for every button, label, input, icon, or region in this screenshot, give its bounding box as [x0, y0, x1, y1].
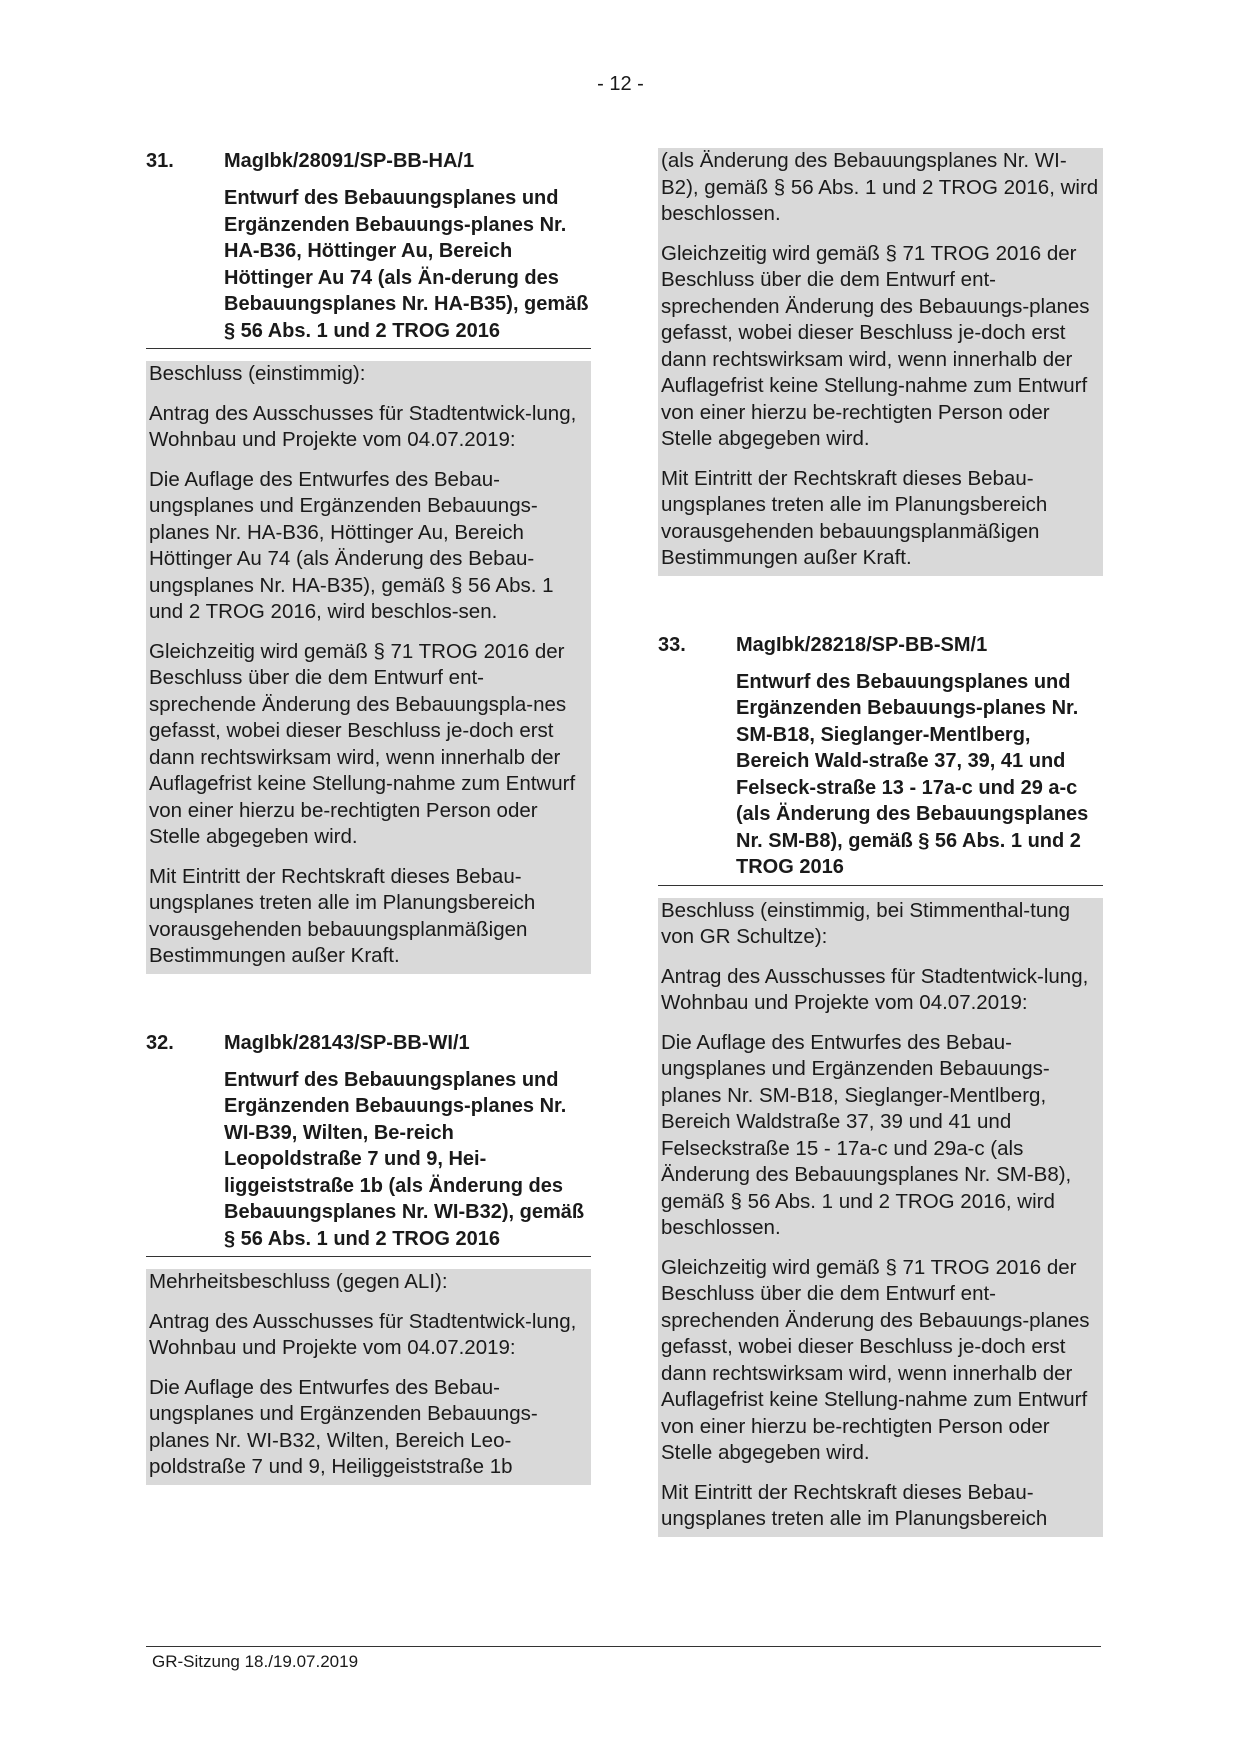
item-number: 33. — [658, 633, 686, 656]
divider — [658, 885, 1103, 886]
motion-text: Antrag des Ausschusses für Stadtentwick-lung, Wohnbau und Projekte vom 04.07.2019: — [661, 964, 1089, 1014]
resolution-paragraph: Gleichzeitig wird gemäß § 71 TROG 2016 der Beschluss über die dem Entwurf ent-sprechende Änderung des Bebauungspla-nes gefasst, wobei dieser Beschluss je-doch erst dann rechtswirksam wird, wenn innerhalb der Auflagefrist keine Stellung-nahme zum Entwurf von einer hierzu be-rechtigten Person oder Stelle abgegeben wird. — [149, 639, 576, 848]
motion-text: Antrag des Ausschusses für Stadtentwick-lung, Wohnbau und Projekte vom 04.07.2019: — [149, 401, 577, 451]
agenda-item-32 — [146, 1030, 591, 1485]
resolution-paragraph: Die Auflage des Entwurfes des Bebau-ungsplanes und Ergänzenden Bebauungs-planes Nr. WI-B32, Wilten, Bereich Leo-poldstraße 7 und 9, Heiliggeiststraße 1b — [149, 1375, 538, 1478]
left-column — [146, 148, 591, 1485]
item-reference: MagIbk/28218/SP-BB-SM/1 — [736, 633, 988, 656]
resolution-paragraph: Mit Eintritt der Rechtskraft dieses Bebau-ungsplanes treten alle im Planungsbereich vorausgehenden bebauungsplanmäßigen Bestimmungen außer Kraft. — [149, 864, 536, 967]
resolution-paragraph: Die Auflage des Entwurfes des Bebau-ungsplanes und Ergänzenden Bebauungs-planes Nr. SM-B18, Sieglanger-Mentlberg, Bereich Waldstraße 37, 39 und 41 und Felseckstraße 15 - 17a-c und 29a-c (als Änderung des Bebauungsplanes Nr. SM-B8), gemäß § 56 Abs. 1 und 2 TROG 2016, wird beschlossen. — [661, 1030, 1072, 1239]
resolution-box — [146, 361, 591, 974]
item-heading — [146, 1030, 591, 1253]
motion-text: Antrag des Ausschusses für Stadtentwick-lung, Wohnbau und Projekte vom 04.07.2019: — [149, 1309, 577, 1359]
item-heading — [146, 148, 591, 344]
right-column — [658, 148, 1103, 1537]
agenda-item-31 — [146, 148, 591, 974]
resolution-paragraph: (als Änderung des Bebauungsplanes Nr. WI-B2), gemäß § 56 Abs. 1 und 2 TROG 2016, wird beschlossen. — [661, 149, 1099, 225]
item-number: 32. — [146, 1031, 174, 1054]
resolution-type: Mehrheitsbeschluss (gegen ALI): — [149, 1270, 448, 1293]
agenda-item-33 — [658, 632, 1103, 1537]
item-title: Entwurf des Bebauungsplanes und Ergänzenden Bebauungs-planes Nr. HA-B36, Höttinger Au, Bereich Höttinger Au 74 (als Än-derung des Bebauungsplanes Nr. HA-B35), gemäß § 56 Abs. 1 und 2 TROG 2016 — [224, 187, 589, 342]
footer-divider — [146, 1646, 1101, 1647]
resolution-type: Beschluss (einstimmig): — [149, 362, 366, 385]
item-reference: MagIbk/28143/SP-BB-WI/1 — [224, 1031, 470, 1054]
item-title: Entwurf des Bebauungsplanes und Ergänzenden Bebauungs-planes Nr. WI-B39, Wilten, Be-reich Leopoldstraße 7 und 9, Hei-liggeiststraße 1b (als Änderung des Bebauungsplanes Nr. WI-B32), gemäß § 56 Abs. 1 und 2 TROG 2016 — [224, 1068, 585, 1250]
resolution-box — [658, 898, 1103, 1537]
item-reference: MagIbk/28091/SP-BB-HA/1 — [224, 150, 475, 172]
resolution-paragraph: Gleichzeitig wird gemäß § 71 TROG 2016 der Beschluss über die dem Entwurf ent-sprechenden Änderung des Bebauungs-planes gefasst, wobei dieser Beschluss je-doch erst dann rechtswirksam wird, wenn innerhalb der Auflagefrist keine Stellung-nahme zum Entwurf von einer hierzu be-rechtigten Person oder Stelle abgegeben wird. — [661, 241, 1090, 450]
item-number: 31. — [146, 150, 174, 172]
resolution-paragraph: Mit Eintritt der Rechtskraft dieses Bebau-ungsplanes treten alle im Planungsbereich — [661, 1480, 1048, 1530]
footer-text: GR-Sitzung 18./19.07.2019 — [152, 1652, 359, 1671]
resolution-paragraph: Die Auflage des Entwurfes des Bebau-ungsplanes und Ergänzenden Bebauungs-planes Nr. HA-B36, Höttinger Au, Bereich Höttinger Au 74 (als Änderung des Bebau-ungsplanes Nr. HA-B35), gemäß § 56 Abs. 1 und 2 TROG 2016, wird beschlos-sen. — [149, 467, 554, 623]
resolution-box-continued — [658, 148, 1103, 576]
page-number: - 12 - — [597, 73, 644, 95]
divider — [146, 348, 591, 349]
resolution-box — [146, 1269, 591, 1485]
item-heading — [658, 632, 1103, 881]
item-title: Entwurf des Bebauungsplanes und Ergänzenden Bebauungs-planes Nr. SM-B18, Sieglanger-Mentlberg, Bereich Wald-straße 37, 39, 41 und Felseck-straße 13 - 17a-c und 29 a-c (als Änderung des Bebauungsplanes Nr. SM-B8), gemäß § 56 Abs. 1 und 2 TROG 2016 — [736, 670, 1089, 878]
divider — [146, 1256, 591, 1257]
resolution-paragraph: Mit Eintritt der Rechtskraft dieses Bebau-ungsplanes treten alle im Planungsbereich vorausgehenden bebauungsplanmäßigen Bestimmungen außer Kraft. — [661, 466, 1048, 569]
resolution-paragraph: Gleichzeitig wird gemäß § 71 TROG 2016 der Beschluss über die dem Entwurf ent-sprechenden Änderung des Bebauungs-planes gefasst, wobei dieser Beschluss je-doch erst dann rechtswirksam wird, wenn innerhalb der Auflagefrist keine Stellung-nahme zum Entwurf von einer hierzu be-rechtigten Person oder Stelle abgegeben wird. — [661, 1255, 1090, 1464]
resolution-type: Beschluss (einstimmig, bei Stimmenthal-tung von GR Schultze): — [661, 898, 1071, 948]
